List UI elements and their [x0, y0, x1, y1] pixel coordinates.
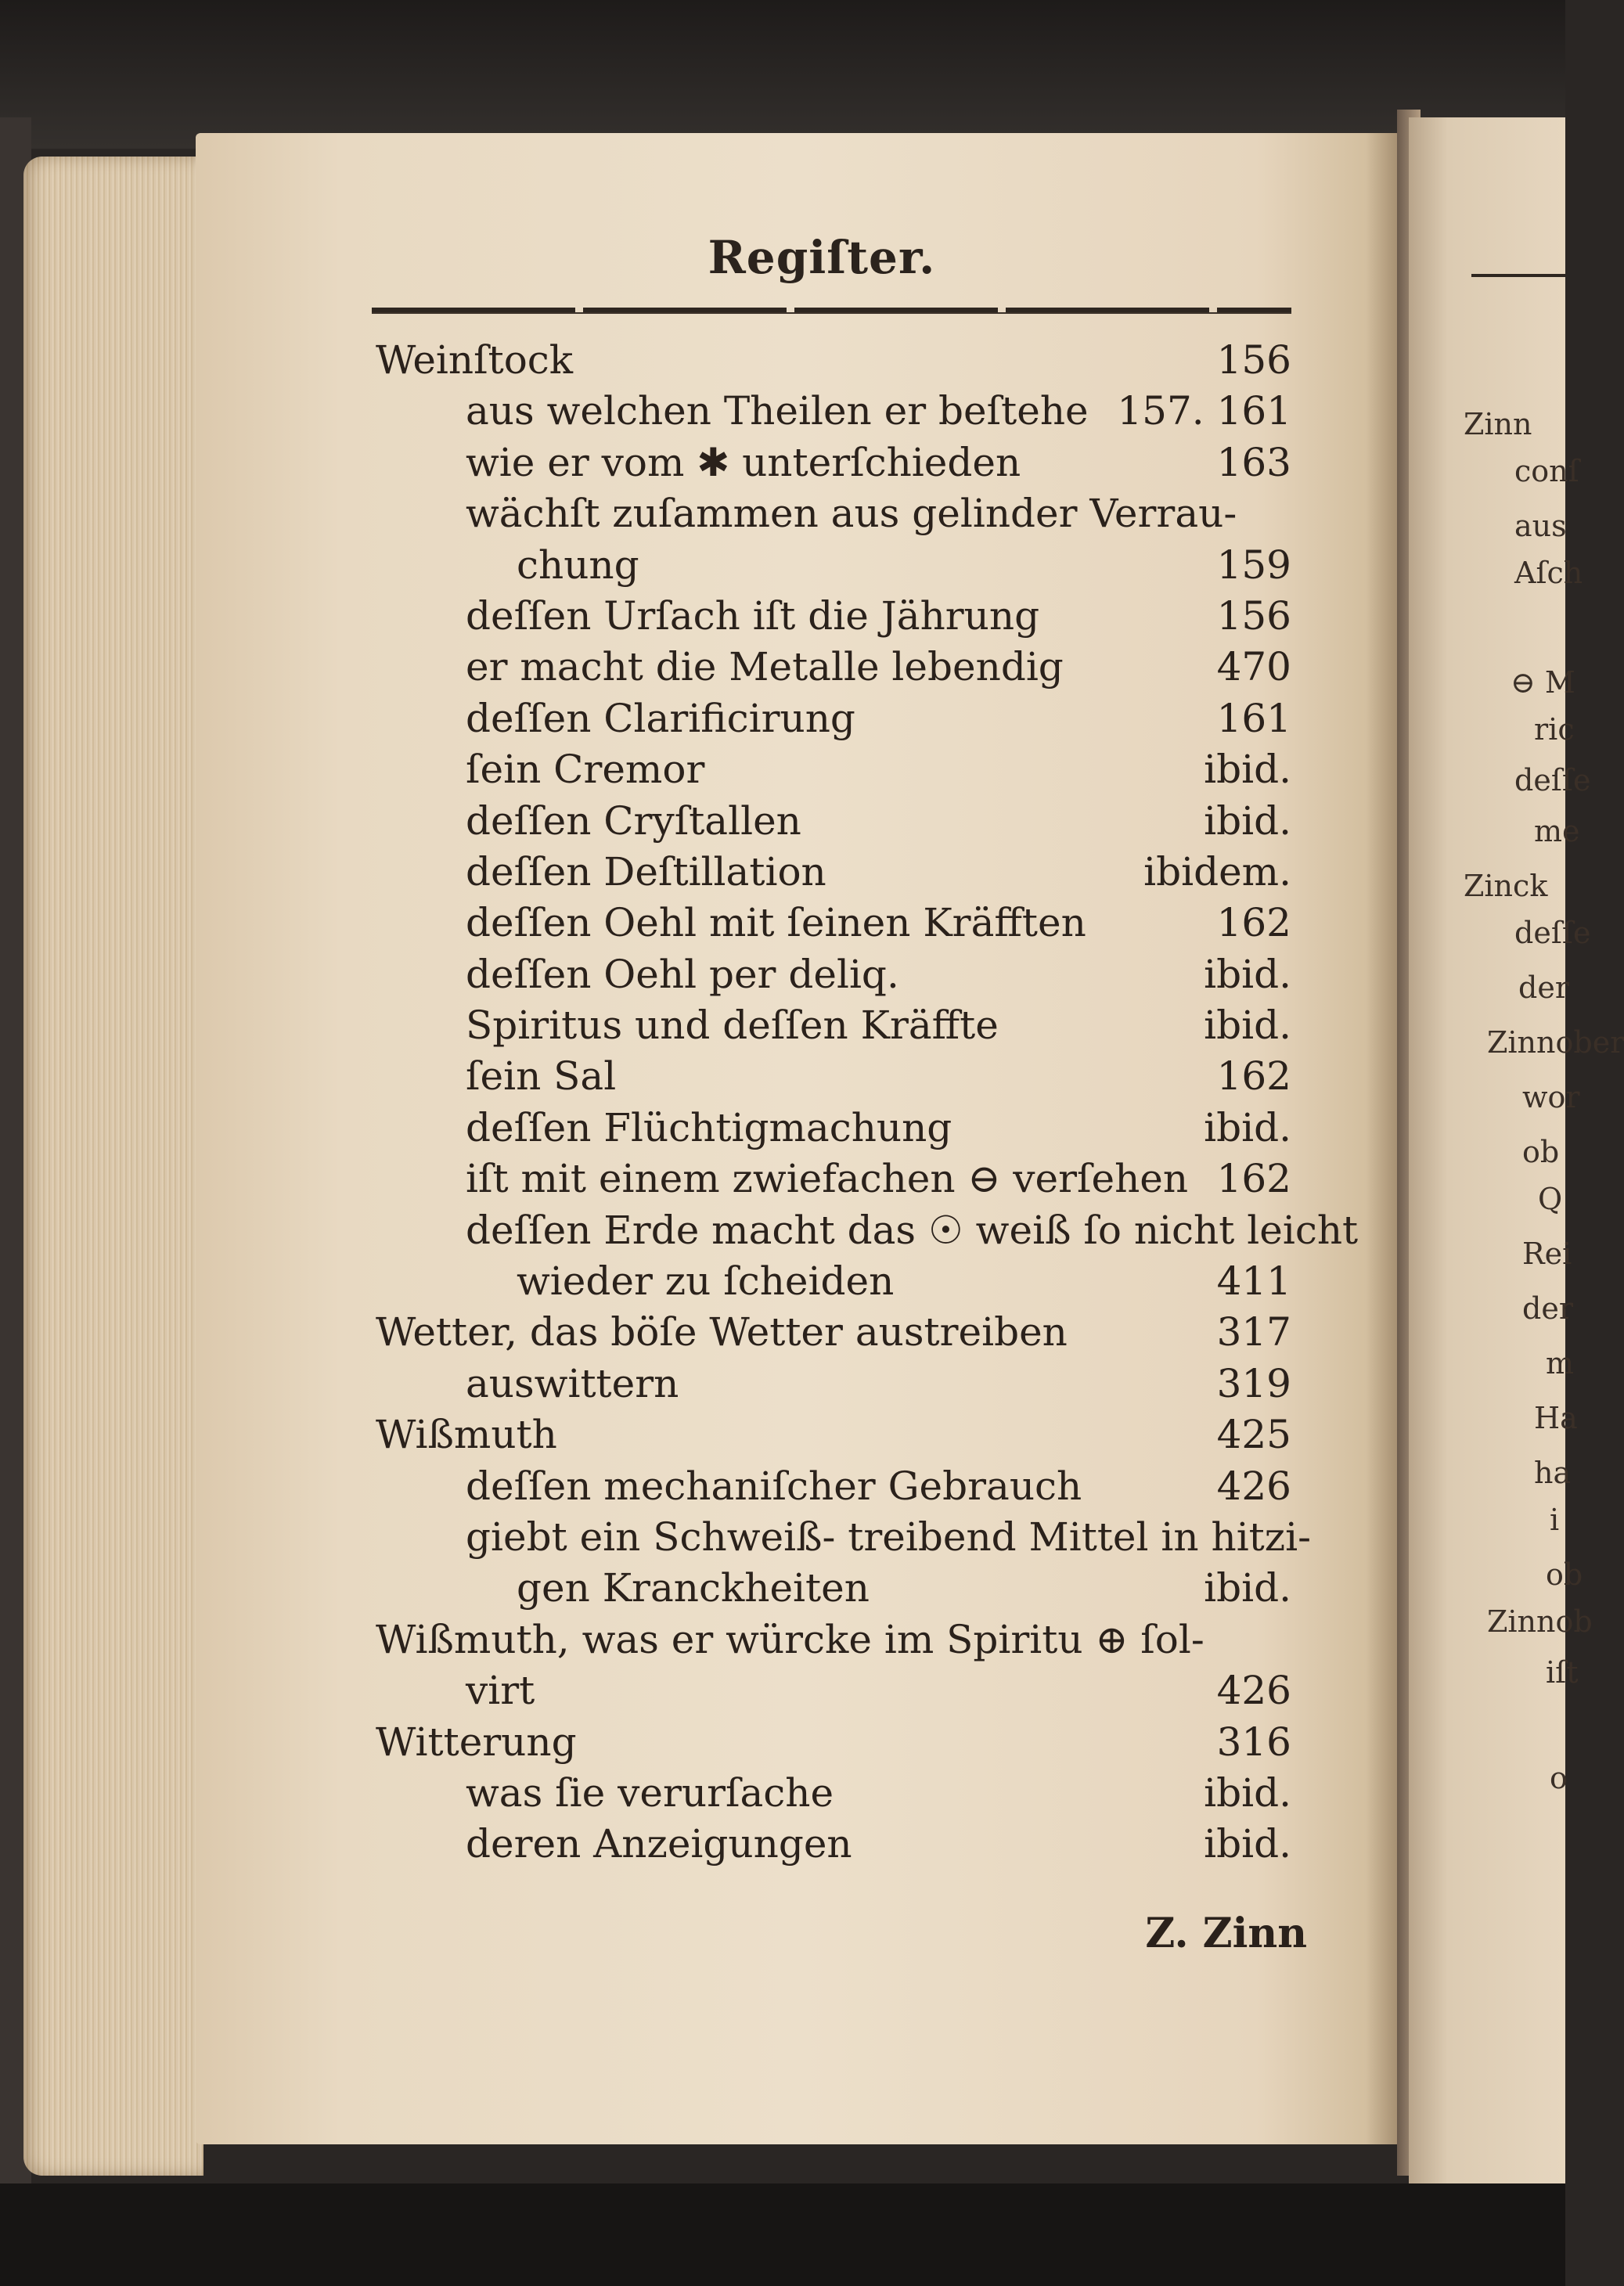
background-top — [0, 0, 1565, 149]
right-page-rule — [1471, 274, 1565, 277]
right-page-fragment: ob — [1546, 1557, 1583, 1592]
register-entry — [376, 1051, 1307, 1102]
entry-text: aus welchen Theilen er beſtehe — [466, 388, 1089, 434]
catchword: Z. Zinn — [1145, 1910, 1307, 1957]
right-page-fragment: Rei — [1522, 1237, 1572, 1271]
register-entry — [376, 642, 1307, 693]
entry-text: wieder zu ſcheiden — [517, 1258, 895, 1305]
right-page-fragment: Q — [1538, 1182, 1563, 1216]
register-entry — [376, 1717, 1307, 1768]
right-page-fragment: Aſch — [1514, 556, 1583, 590]
right-page-fragment: ob — [1522, 1135, 1560, 1169]
entry-text: deſſen Oehl mit ſeinen Kräfften — [466, 900, 1086, 946]
register-entry — [376, 1665, 1307, 1716]
register-entry — [376, 693, 1307, 744]
entry-page-number: 163 — [1216, 439, 1291, 485]
entry-text: auswittern — [466, 1360, 679, 1406]
entry-page-number: 319 — [1216, 1360, 1291, 1406]
right-page-fragment: deſſe — [1514, 763, 1591, 797]
entry-text: iſt mit einem zwiefachen ⊖ verſehen — [466, 1156, 1189, 1202]
register-entry — [376, 1615, 1307, 1665]
entry-text: Weinſtock — [376, 337, 574, 383]
register-entry — [376, 335, 1307, 386]
entry-text: deren Anzeigungen — [466, 1821, 852, 1867]
entry-text: ſein Sal — [466, 1053, 617, 1100]
entry-text: deſſen Cryſtallen — [466, 797, 801, 844]
book-page-edges — [23, 157, 203, 2176]
right-page-fragment: ric — [1534, 712, 1575, 747]
entry-page-number: ibid. — [1204, 1821, 1291, 1867]
right-page-fragment: Ha — [1534, 1401, 1578, 1435]
entry-page-number: ibid. — [1204, 797, 1291, 844]
entry-text: Wetter, das böſe Wetter austreiben — [376, 1309, 1068, 1355]
entry-page-number: 470 — [1216, 644, 1291, 690]
right-page-fragment: ⊖ M — [1511, 665, 1575, 700]
right-page-fragment: conſ — [1514, 454, 1579, 488]
right-page-fragment: Zinck — [1464, 869, 1548, 903]
entry-text: giebt ein Schweiß- treibend Mittel in hitzi- — [466, 1514, 1312, 1560]
register-entries — [376, 335, 1359, 1870]
entry-text: virt — [466, 1668, 535, 1714]
entry-page-number: 159 — [1216, 542, 1291, 588]
right-page-fragment: Zinnob — [1487, 1604, 1593, 1639]
entry-page-number: ibidem. — [1143, 848, 1291, 895]
page-fold-shadow — [1366, 133, 1397, 2144]
right-page-fragment: iſt — [1546, 1655, 1579, 1690]
register-entry — [376, 1205, 1359, 1256]
register-entry — [376, 1461, 1307, 1512]
entry-page-number: ibid. — [1204, 1565, 1291, 1611]
register-entry — [376, 847, 1307, 898]
entry-text: chung — [517, 542, 639, 588]
right-page-fragment: deſſe — [1514, 916, 1591, 950]
right-page-fragment: me — [1534, 814, 1580, 848]
register-entry — [376, 1409, 1307, 1460]
entry-text: deſſen Flüchtigmachung — [466, 1104, 952, 1150]
right-page-fragment: aus — [1514, 509, 1567, 543]
register-entry — [376, 1359, 1307, 1409]
right-page-fragment: wor — [1522, 1080, 1580, 1114]
register-entry — [376, 1563, 1307, 1614]
entry-text: deſſen Deſtillation — [466, 848, 826, 895]
entry-text: deſſen mechaniſcher Gebrauch — [466, 1463, 1082, 1509]
entry-text: wächſt zuſammen aus gelinder Verrau- — [466, 491, 1237, 537]
entry-text: Wißmuth — [376, 1412, 557, 1458]
entry-page-number: 426 — [1216, 1668, 1291, 1714]
register-entry — [376, 1256, 1307, 1307]
register-entry — [376, 744, 1307, 795]
entry-page-number: 425 — [1216, 1412, 1291, 1458]
right-page-fragment: Zinn — [1464, 407, 1532, 441]
entry-page-number: 157. 161 — [1117, 388, 1291, 434]
entry-text: gen Kranckheiten — [517, 1565, 870, 1611]
entry-text: er macht die Metalle lebendig — [466, 644, 1064, 690]
register-entry — [376, 1768, 1307, 1819]
entry-text: ſein Cremor — [466, 747, 705, 793]
entry-text: deſſen Urſach iſt die Jährung — [466, 592, 1040, 639]
entry-page-number: ibid. — [1204, 951, 1291, 997]
register-entry — [376, 1512, 1312, 1563]
entry-text: deſſen Erde macht das ☉ weiß ſo nicht leicht — [466, 1207, 1359, 1253]
register-entry — [376, 386, 1307, 437]
right-page-fragment: m — [1546, 1346, 1575, 1381]
background-bottom — [0, 2183, 1565, 2286]
entry-page-number: 426 — [1216, 1463, 1291, 1509]
register-entry — [376, 1000, 1307, 1051]
register-entry — [376, 898, 1307, 949]
register-entry — [376, 796, 1307, 847]
entry-page-number: ibid. — [1204, 1769, 1291, 1816]
register-entry — [376, 1819, 1307, 1870]
entry-page-number: 162 — [1216, 1053, 1291, 1100]
register-entry — [376, 437, 1307, 488]
register-entry — [376, 591, 1307, 642]
entry-page-number: 317 — [1216, 1309, 1291, 1355]
entry-text: wie er vom ✱ unterſchieden — [466, 439, 1021, 485]
entry-page-number: 162 — [1216, 900, 1291, 946]
register-entry — [376, 540, 1307, 591]
entry-text: Spiritus und deſſen Kräffte — [466, 1003, 999, 1049]
right-page-fragment: Zinnober — [1487, 1025, 1624, 1060]
right-page-fragment: i — [1550, 1503, 1560, 1537]
entry-page-number: 161 — [1216, 695, 1291, 741]
entry-page-number: ibid. — [1204, 1104, 1291, 1150]
register-entry — [376, 949, 1307, 1000]
register-entry — [376, 1307, 1307, 1358]
right-page-fragment: ha — [1534, 1456, 1572, 1490]
entry-text: was ſie verurſache — [466, 1769, 834, 1816]
entry-page-number: 411 — [1216, 1258, 1291, 1305]
entry-page-number: 316 — [1216, 1719, 1291, 1765]
entry-text: Witterung — [376, 1719, 577, 1765]
entry-page-number: ibid. — [1204, 747, 1291, 793]
page-header-title: Regiſter. — [708, 231, 936, 284]
right-page-fragment: der — [1522, 1291, 1573, 1326]
right-page-fragment: o — [1550, 1761, 1568, 1795]
register-entry — [376, 1103, 1307, 1154]
right-page-fragment: der — [1518, 970, 1569, 1005]
register-entry — [376, 1154, 1307, 1204]
entry-text: Wißmuth, was er würcke im Spiritu ⊕ ſol- — [376, 1616, 1204, 1662]
entry-page-number: ibid. — [1204, 1003, 1291, 1049]
entry-page-number: 162 — [1216, 1156, 1291, 1202]
register-entry — [376, 488, 1307, 539]
entry-text: deſſen Oehl per deliq. — [466, 951, 899, 997]
header-rule — [372, 308, 1291, 314]
entry-page-number: 156 — [1216, 592, 1291, 639]
entry-page-number: 156 — [1216, 337, 1291, 383]
entry-text: deſſen Clarificirung — [466, 695, 855, 741]
